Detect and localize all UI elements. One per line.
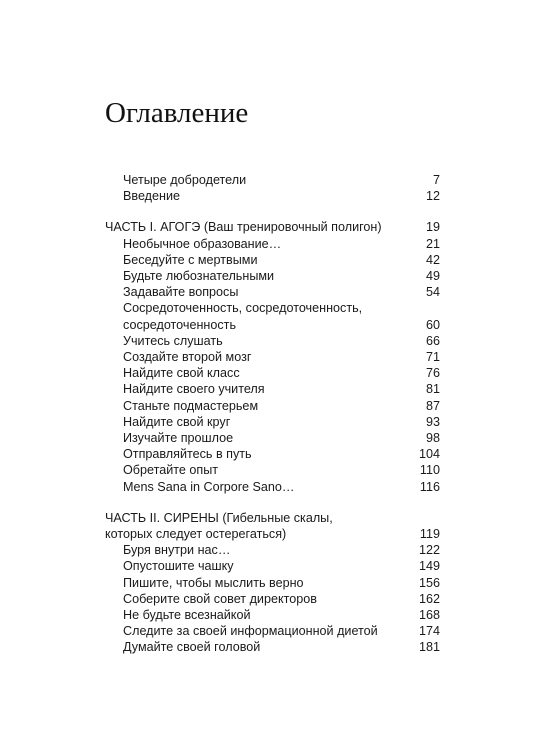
toc-entry xyxy=(105,479,440,495)
toc-entry-page-number: 110 xyxy=(419,463,440,478)
toc-entry-page-number: 7 xyxy=(432,173,440,187)
toc-entry-page-number: 60 xyxy=(425,317,440,332)
toc-entry-page-number: 49 xyxy=(425,269,440,284)
page-title: Оглавление xyxy=(105,97,249,129)
toc-entry-label: Найдите свой круг xyxy=(123,414,231,429)
toc-entry xyxy=(105,575,440,591)
toc-entry xyxy=(105,462,440,478)
toc-entry-page-number: 54 xyxy=(425,285,440,300)
toc-entry xyxy=(105,591,440,607)
toc-entry-page-number: 168 xyxy=(418,608,440,623)
toc-entry-page-number: 87 xyxy=(425,398,440,413)
toc-entry xyxy=(105,188,440,204)
toc-entry-page-number: 76 xyxy=(425,366,440,381)
toc-entry-page-number: 71 xyxy=(425,350,440,365)
toc-entry-page-number: 12 xyxy=(425,189,440,204)
toc-part-entry xyxy=(105,219,440,235)
toc-entry-label: Создайте второй мозг xyxy=(123,350,252,365)
toc-entry-label: Беседуйте с мертвыми xyxy=(123,252,258,267)
toc-entry-label: Введение xyxy=(123,189,181,204)
toc-entry xyxy=(105,236,440,252)
toc-entry-label: Четыре добродетели xyxy=(123,173,247,187)
toc-entry xyxy=(105,446,440,462)
table-of-contents xyxy=(105,172,440,656)
toc-entry-label: Необычное образование… xyxy=(123,236,282,251)
toc-entry xyxy=(105,414,440,430)
toc-entry xyxy=(105,542,440,558)
toc-entry-label: Думайте своей головой xyxy=(123,640,261,655)
toc-entry xyxy=(105,623,440,639)
toc-entry-page-number: 19 xyxy=(425,220,440,235)
toc-entry xyxy=(105,349,440,365)
toc-entry-label: Буря внутри нас… xyxy=(123,543,231,558)
toc-entry-page-number: 181 xyxy=(418,640,440,655)
toc-entry xyxy=(105,381,440,397)
toc-entry xyxy=(105,300,440,316)
toc-entry-page-number: 122 xyxy=(418,543,440,558)
toc-entry xyxy=(105,607,440,623)
toc-entry xyxy=(105,252,440,268)
toc-entry-page-number: 21 xyxy=(425,236,440,251)
toc-entry xyxy=(105,268,440,284)
toc-entry-page-number: 116 xyxy=(419,479,440,494)
toc-entry-page-number: 174 xyxy=(418,624,440,639)
toc-entry-label: Изучайте прошлое xyxy=(123,431,234,446)
toc-entry-label: Обретайте опыт xyxy=(123,463,219,478)
toc-entry xyxy=(105,365,440,381)
toc-part-entry xyxy=(105,526,440,542)
toc-entry xyxy=(105,317,440,333)
toc-entry-label: Отправляйтесь в путь xyxy=(123,447,252,462)
toc-entry-page-number: 42 xyxy=(425,252,440,267)
toc-entry-label: Найдите своего учителя xyxy=(123,382,265,397)
toc-part-entry xyxy=(105,510,440,526)
toc-entry-label: ЧАСТЬ I. АГОГЭ (Ваш тренировочный полигон) xyxy=(105,220,382,235)
toc-entry-page-number: 104 xyxy=(418,447,440,462)
toc-entry-label: Учитесь слушать xyxy=(123,333,223,348)
toc-entry-label: Задавайте вопросы xyxy=(123,285,239,300)
toc-entry-label: Не будьте всезнайкой xyxy=(123,608,251,623)
toc-entry-label: которых следует остерегаться) xyxy=(105,527,287,542)
toc-entry-page-number: 162 xyxy=(418,591,440,606)
toc-entry-page-number: 66 xyxy=(425,333,440,348)
toc-entry-page-number: 149 xyxy=(418,559,440,574)
toc-entry-label: Сосредоточенность, сосредоточенность, xyxy=(123,301,363,316)
toc-entry xyxy=(105,430,440,446)
toc-entry-label: Станьте подмастерьем xyxy=(123,398,259,413)
toc-entry xyxy=(105,639,440,655)
toc-entry xyxy=(105,333,440,349)
toc-entry-label: Mens Sana in Corpore Sano… xyxy=(123,479,295,494)
toc-entry-label: Найдите свой класс xyxy=(123,366,240,381)
toc-entry-label: сосредоточенность xyxy=(123,317,237,332)
toc-entry-page-number: 156 xyxy=(418,575,440,590)
toc-entry-page-number: 93 xyxy=(425,414,440,429)
toc-entry-label: Опустошите чашку xyxy=(123,559,234,574)
toc-entry xyxy=(105,398,440,414)
toc-entry-label: Следите за своей информационной диетой xyxy=(123,624,378,639)
toc-entry xyxy=(105,172,440,188)
toc-entry-label: Пишите, чтобы мыслить верно xyxy=(123,575,304,590)
toc-entry-label: Соберите свой совет директоров xyxy=(123,591,317,606)
toc-entry xyxy=(105,284,440,300)
toc-entry-page-number: 81 xyxy=(425,382,440,397)
toc-entry xyxy=(105,558,440,574)
toc-entry-label: Будьте любознательными xyxy=(123,269,275,284)
toc-entry-page-number: 119 xyxy=(419,527,440,542)
toc-entry-label: ЧАСТЬ II. СИРЕНЫ (Гибельные скалы, xyxy=(105,510,333,525)
toc-entry-page-number: 98 xyxy=(425,431,440,446)
